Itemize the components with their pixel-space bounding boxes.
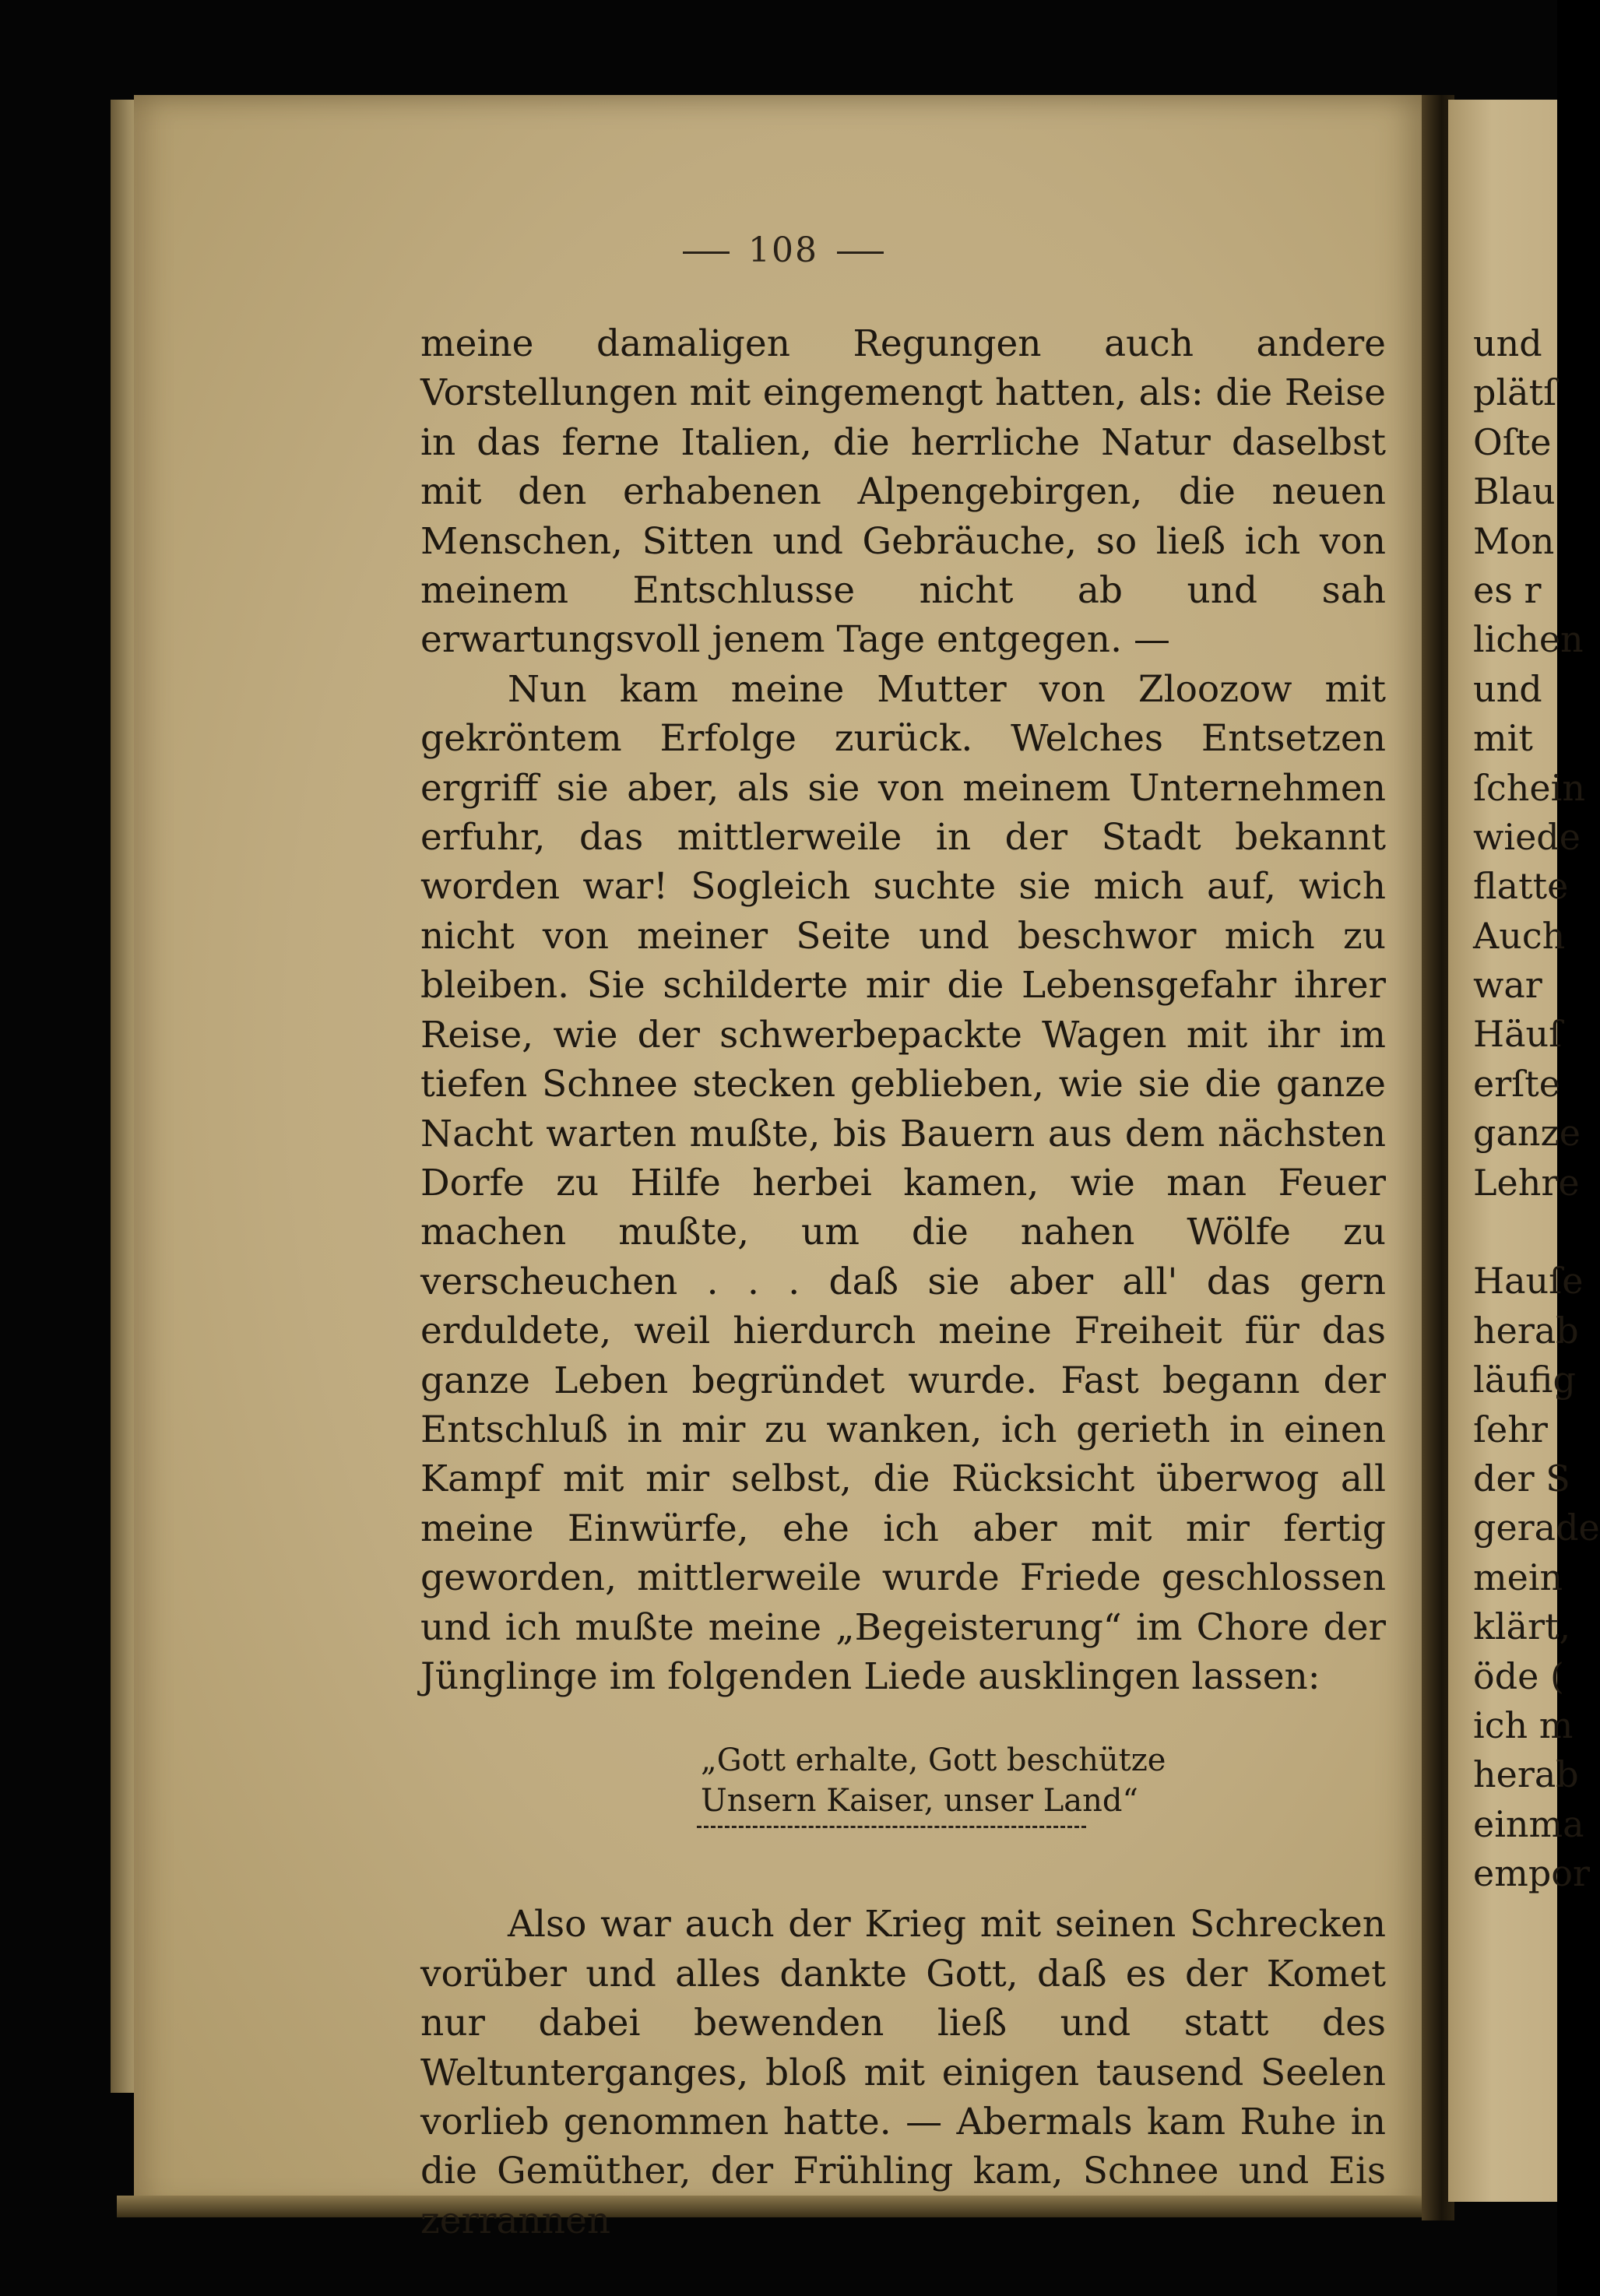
facing-page-line: wiede bbox=[1473, 815, 1581, 858]
facing-page-line: Blau bbox=[1473, 470, 1556, 513]
facing-page-line: es r bbox=[1473, 568, 1542, 611]
facing-page-line: ſehr bbox=[1473, 1408, 1548, 1450]
facing-page-line: und bbox=[1473, 667, 1542, 710]
paragraph-2: Nun kam meine Mutter von Zloozow mit gekröntem Erfolge zurück. Welches Entsetzen ergriff sie aber, als sie von meinem Unternehmen erfuhr, das mittlerweile in der Stadt bekannt worden war! Sogleich suchte sie mich auf, wich nicht von meiner Seite und beschwor mich zu bleiben. Sie schilderte mir die Lebensgefahr ihrer Reise, wie der schwerbepackte Wagen mit ihr im tiefen Schnee stecken geblieben, wie sie die ganze Nacht warten mußte, bis Bauern aus dem nächsten Dorfe zu Hilfe herbei kamen, wie man Feuer machen mußte, um die nahen Wölfe zu verscheuchen . . . daß sie aber all' das gern erduldete, weil hierdurch meine Freiheit für das ganze Leben begründet wurde. Fast begann der Entschluß in mir zu wanken, ich gerieth in einen Kampf mit mir selbst, die Rücksicht überwog all meine Einwürfe, ehe ich aber mit mir fertig geworden, mittlerweile wurde Friede geschlossen und ich mußte meine „Begeisterung“ im Chore der Jünglinge im folgenden Liede ausklingen lassen: bbox=[420, 667, 1386, 1698]
facing-page-line: Hauſe bbox=[1473, 1260, 1584, 1303]
facing-page-text bbox=[1473, 319, 1600, 1899]
facing-page-line: war bbox=[1473, 964, 1542, 1007]
facing-page-line: der S bbox=[1473, 1457, 1570, 1500]
facing-page-line: ſchein bbox=[1473, 766, 1585, 809]
facing-page-line: ich m bbox=[1473, 1704, 1574, 1746]
facing-page-line: mit bbox=[1473, 717, 1533, 760]
facing-page-line: Auch bbox=[1473, 914, 1566, 957]
facing-page-line: läufig bbox=[1473, 1359, 1576, 1401]
facing-page-line: Lehre bbox=[1473, 1161, 1580, 1204]
body-text bbox=[420, 319, 1386, 2245]
poem-separator bbox=[697, 1826, 1086, 1834]
facing-page-line: herab bbox=[1473, 1753, 1579, 1796]
header-dash-left bbox=[683, 251, 730, 254]
poem-line-1: „Gott erhalte, Gott beschütze bbox=[701, 1742, 1166, 1779]
facing-page-line: einma bbox=[1473, 1802, 1584, 1845]
facing-page-line: klärt, bbox=[1473, 1605, 1571, 1648]
facing-page-line: ganze bbox=[1473, 1112, 1581, 1155]
facing-page-line: Häuſ bbox=[1473, 1013, 1563, 1056]
facing-page-line: Oſte bbox=[1473, 420, 1552, 463]
poem-block bbox=[420, 1740, 1386, 1834]
facing-page-line: gerade bbox=[1473, 1507, 1600, 1549]
facing-page-line: erſte bbox=[1473, 1062, 1560, 1105]
facing-page-line: öde ( bbox=[1473, 1654, 1564, 1697]
poem-line-2: Unsern Kaiser, unser Land“ bbox=[701, 1783, 1138, 1820]
page-header bbox=[134, 230, 1433, 270]
paragraph-3: Also war auch der Krieg mit seinen Schrecken vorüber und alles dankte Gott, daß es der Komet nur dabei bewenden ließ und statt des Weltunterganges, bloß mit einigen tausend Seelen vorlieb genommen hatte. — Abermals kam Ruhe in die Gemüther, der Frühling kam, Schnee und Eis zerrannen bbox=[420, 1903, 1386, 2242]
facing-page-line: plätſ bbox=[1473, 371, 1557, 414]
facing-page-line: herab bbox=[1473, 1309, 1579, 1352]
facing-page-line: flatte bbox=[1473, 865, 1569, 908]
page-number: 108 bbox=[748, 230, 818, 270]
facing-page-line: Mon bbox=[1473, 519, 1555, 562]
facing-page-line: empor bbox=[1473, 1852, 1590, 1895]
facing-page-line: und bbox=[1473, 322, 1542, 364]
facing-page-line bbox=[1473, 1208, 1557, 1257]
paragraph-1: meine damaligen Regungen auch andere Vorstellungen mit eingemengt hatten, als: die Reise in das ferne Italien, die herrliche Natur daselbst mit den erhabenen Alpengebirgen, die neuen Menschen, Sitten und Gebräuche, so ließ ich von meinem Entschlusse nicht ab und sah erwartungsvoll jenem Tage entgegen. — bbox=[420, 322, 1386, 662]
facing-page-line: mein bbox=[1473, 1556, 1563, 1598]
header-dash-right bbox=[837, 251, 884, 254]
facing-page-line: lichen bbox=[1473, 618, 1584, 661]
